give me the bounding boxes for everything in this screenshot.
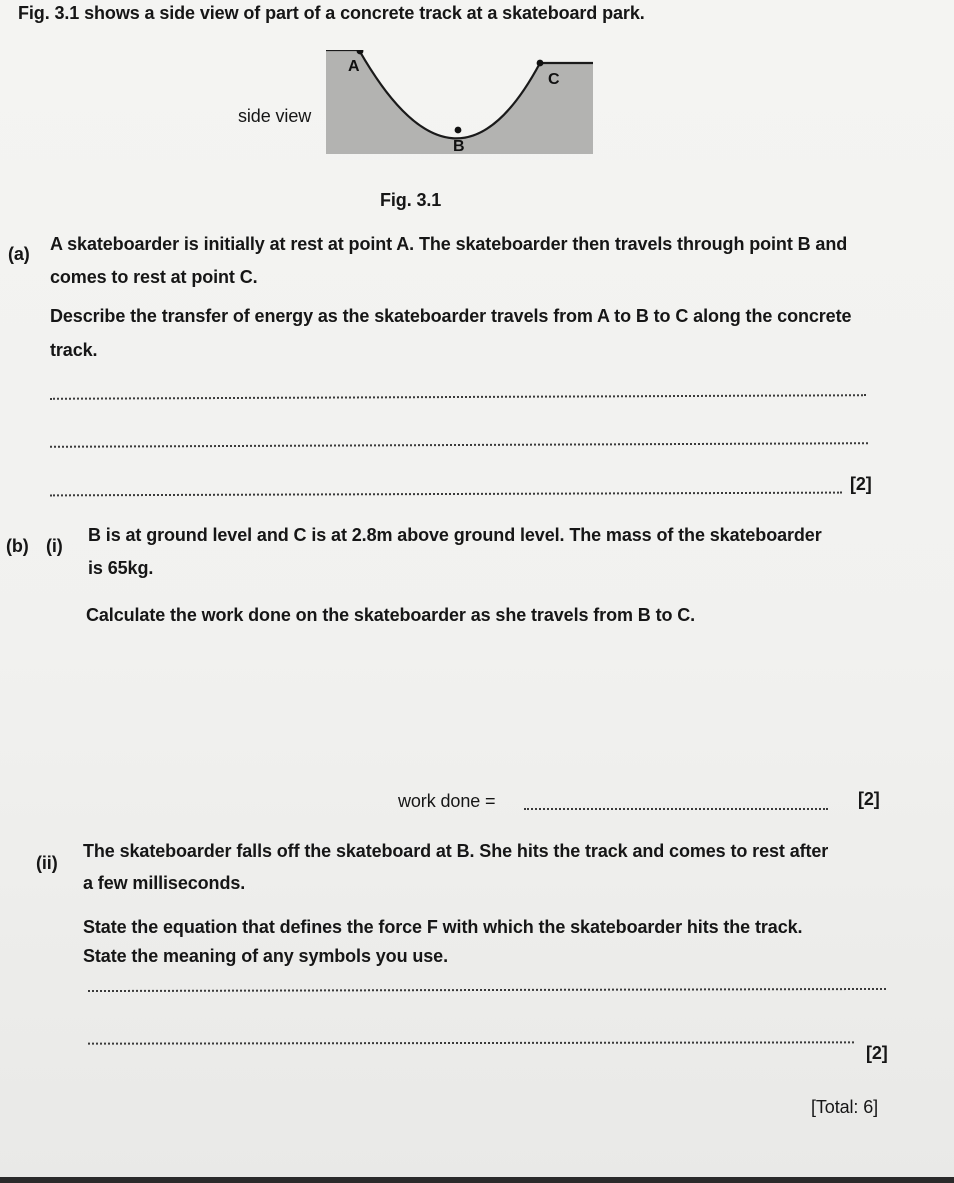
work-done-answer-line[interactable] [524, 808, 828, 810]
skate-track-diagram [326, 50, 593, 154]
point-a-label: A [348, 58, 360, 75]
answer-line-a-3[interactable] [50, 492, 842, 497]
part-b-i-line2: is 65kg. [88, 558, 154, 578]
answer-line-a-1[interactable] [50, 394, 866, 400]
part-b-i-line1: B is at ground level and C is at 2.8m above ground level. The mass of the skateboarder [88, 525, 822, 545]
work-done-label: work done = [398, 791, 496, 811]
intro-text: Fig. 3.1 shows a side view of part of a concrete track at a skateboard park. [18, 3, 645, 23]
part-b-ii-question-line2: State the meaning of any symbols you use. [83, 946, 448, 966]
answer-line-b-ii-2[interactable] [88, 1041, 854, 1044]
answer-line-a-2[interactable] [50, 442, 868, 448]
part-a-line2: comes to rest at point C. [50, 267, 258, 287]
part-b-label: (b) [6, 536, 29, 556]
part-b-ii-line1: The skateboarder falls off the skateboard at B. She hits the track and comes to rest after [83, 841, 829, 861]
part-b-i-question: Calculate the work done on the skateboarder as she travels from B to C. [86, 605, 696, 625]
point-c-marker [537, 60, 544, 67]
side-view-label: side view [238, 106, 312, 126]
part-b-i-marks: [2] [858, 789, 880, 809]
part-b-ii-marks: [2] [866, 1043, 888, 1063]
part-a-line1: A skateboarder is initially at rest at point A. The skateboarder then travels through point B and [50, 234, 848, 254]
part-a-question-line1: Describe the transfer of energy as the skateboarder travels from A to B to C along the concrete [50, 306, 852, 326]
figure-caption: Fig. 3.1 [380, 190, 442, 210]
total-marks: [Total: 6] [811, 1097, 879, 1117]
point-b-marker [455, 127, 462, 134]
part-a-label: (a) [8, 244, 30, 264]
point-b-label: B [453, 138, 465, 154]
page-bottom-edge [0, 1177, 954, 1183]
part-b-i-label: (i) [46, 536, 63, 556]
part-a-marks: [2] [850, 474, 872, 494]
answer-line-b-ii-1[interactable] [88, 988, 886, 992]
part-b-ii-label: (ii) [36, 853, 58, 873]
part-b-ii-line2: a few milliseconds. [83, 873, 246, 893]
part-a-question-line2: track. [50, 340, 98, 360]
part-b-ii-question-line1: State the equation that defines the force F with which the skateboarder hits the track. [83, 917, 803, 937]
point-c-label: C [548, 71, 560, 88]
